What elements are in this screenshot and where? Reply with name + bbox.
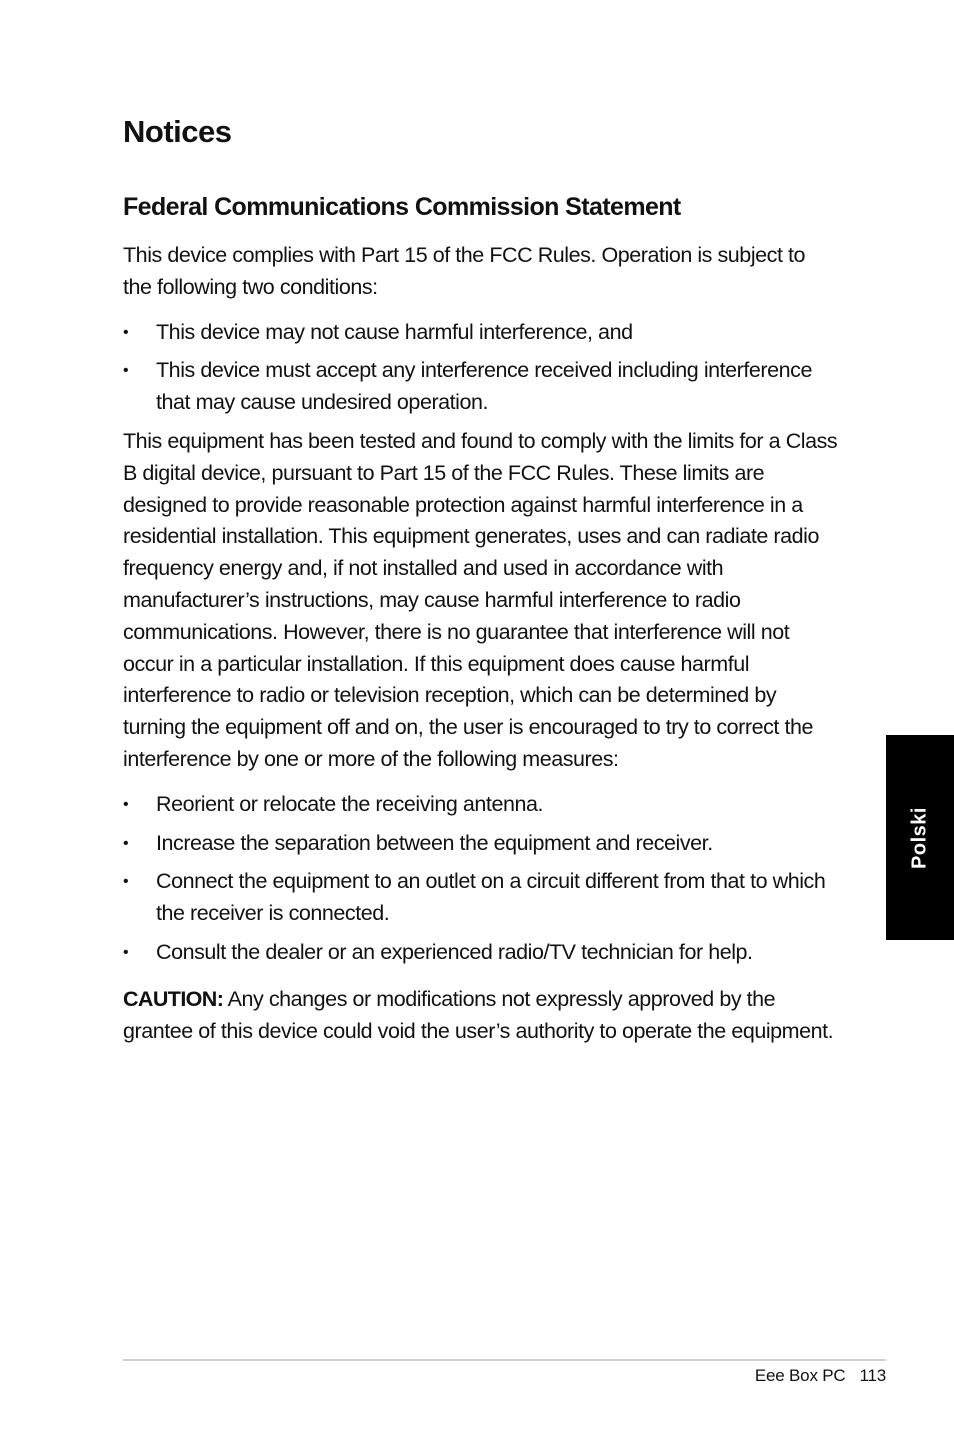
bullet-icon: • (123, 943, 129, 961)
measures-list (123, 789, 838, 969)
caution-label: CAUTION: (123, 986, 224, 1011)
bullet-icon: • (123, 795, 129, 813)
page-footer (755, 1366, 886, 1386)
compliance-paragraph: This equipment has been tested and found to comply with the limits for a Class B digital device, pursuant to Part 15 of the FCC Rules. These limits are designed to provide reasonable protection against harmful interference in a residential installation. This equipment generates, uses and can radiate radio frequency energy and, if not installed and used in accordance with manufacturer’s instructions, may cause harmful interference to radio communications. However, there is no guarantee that interference will not occur in a particular installation. If this equipment does cause harmful interference to radio or television reception, which can be determined by turning the equipment off and on, the user is encouraged to try to correct the interference by one or more of the following measures: (123, 428, 838, 771)
language-tab-label: Polski (908, 806, 931, 869)
list-item-text: Increase the separation between the equipment and receiver. (156, 830, 713, 855)
list-item-text: Connect the equipment to an outlet on a circuit different from that to which the receiver is connected. (156, 869, 826, 926)
footer-product-name: Eee Box PC (754, 1366, 846, 1385)
intro-paragraph: This device complies with Part 15 of the FCC Rules. Operation is subject to the following two conditions: (123, 243, 806, 299)
list-item (123, 866, 838, 930)
conditions-list (123, 317, 838, 419)
page-number: 113 (859, 1366, 886, 1385)
bullet-icon: • (123, 362, 129, 380)
list-item-text: This device may not cause harmful interference, and (156, 319, 633, 344)
section-body (123, 240, 838, 1047)
list-item (123, 317, 838, 349)
list-item-text: Reorient or relocate the receiving antenna. (156, 791, 544, 816)
footer-divider (123, 1359, 886, 1361)
bullet-icon: • (123, 873, 129, 891)
list-item (123, 937, 838, 969)
list-item-text: Consult the dealer or an experienced radio/TV technician for help. (156, 939, 753, 964)
list-item (123, 789, 838, 821)
caution-paragraph (123, 984, 838, 1048)
caution-text: Any changes or modifications not expressly approved by the grantee of this device could void the user’s authority to operate the equipment. (123, 986, 834, 1043)
list-item-text: This device must accept any interference received including interference that may cause undesired operation. (156, 358, 812, 415)
bullet-icon: • (123, 834, 129, 852)
section-title: Federal Communications Commission Statement (123, 193, 681, 221)
list-item (123, 828, 838, 860)
language-tab (886, 735, 954, 940)
bullet-icon: • (123, 323, 129, 341)
list-item (123, 355, 838, 419)
page-title: Notices (123, 114, 232, 149)
